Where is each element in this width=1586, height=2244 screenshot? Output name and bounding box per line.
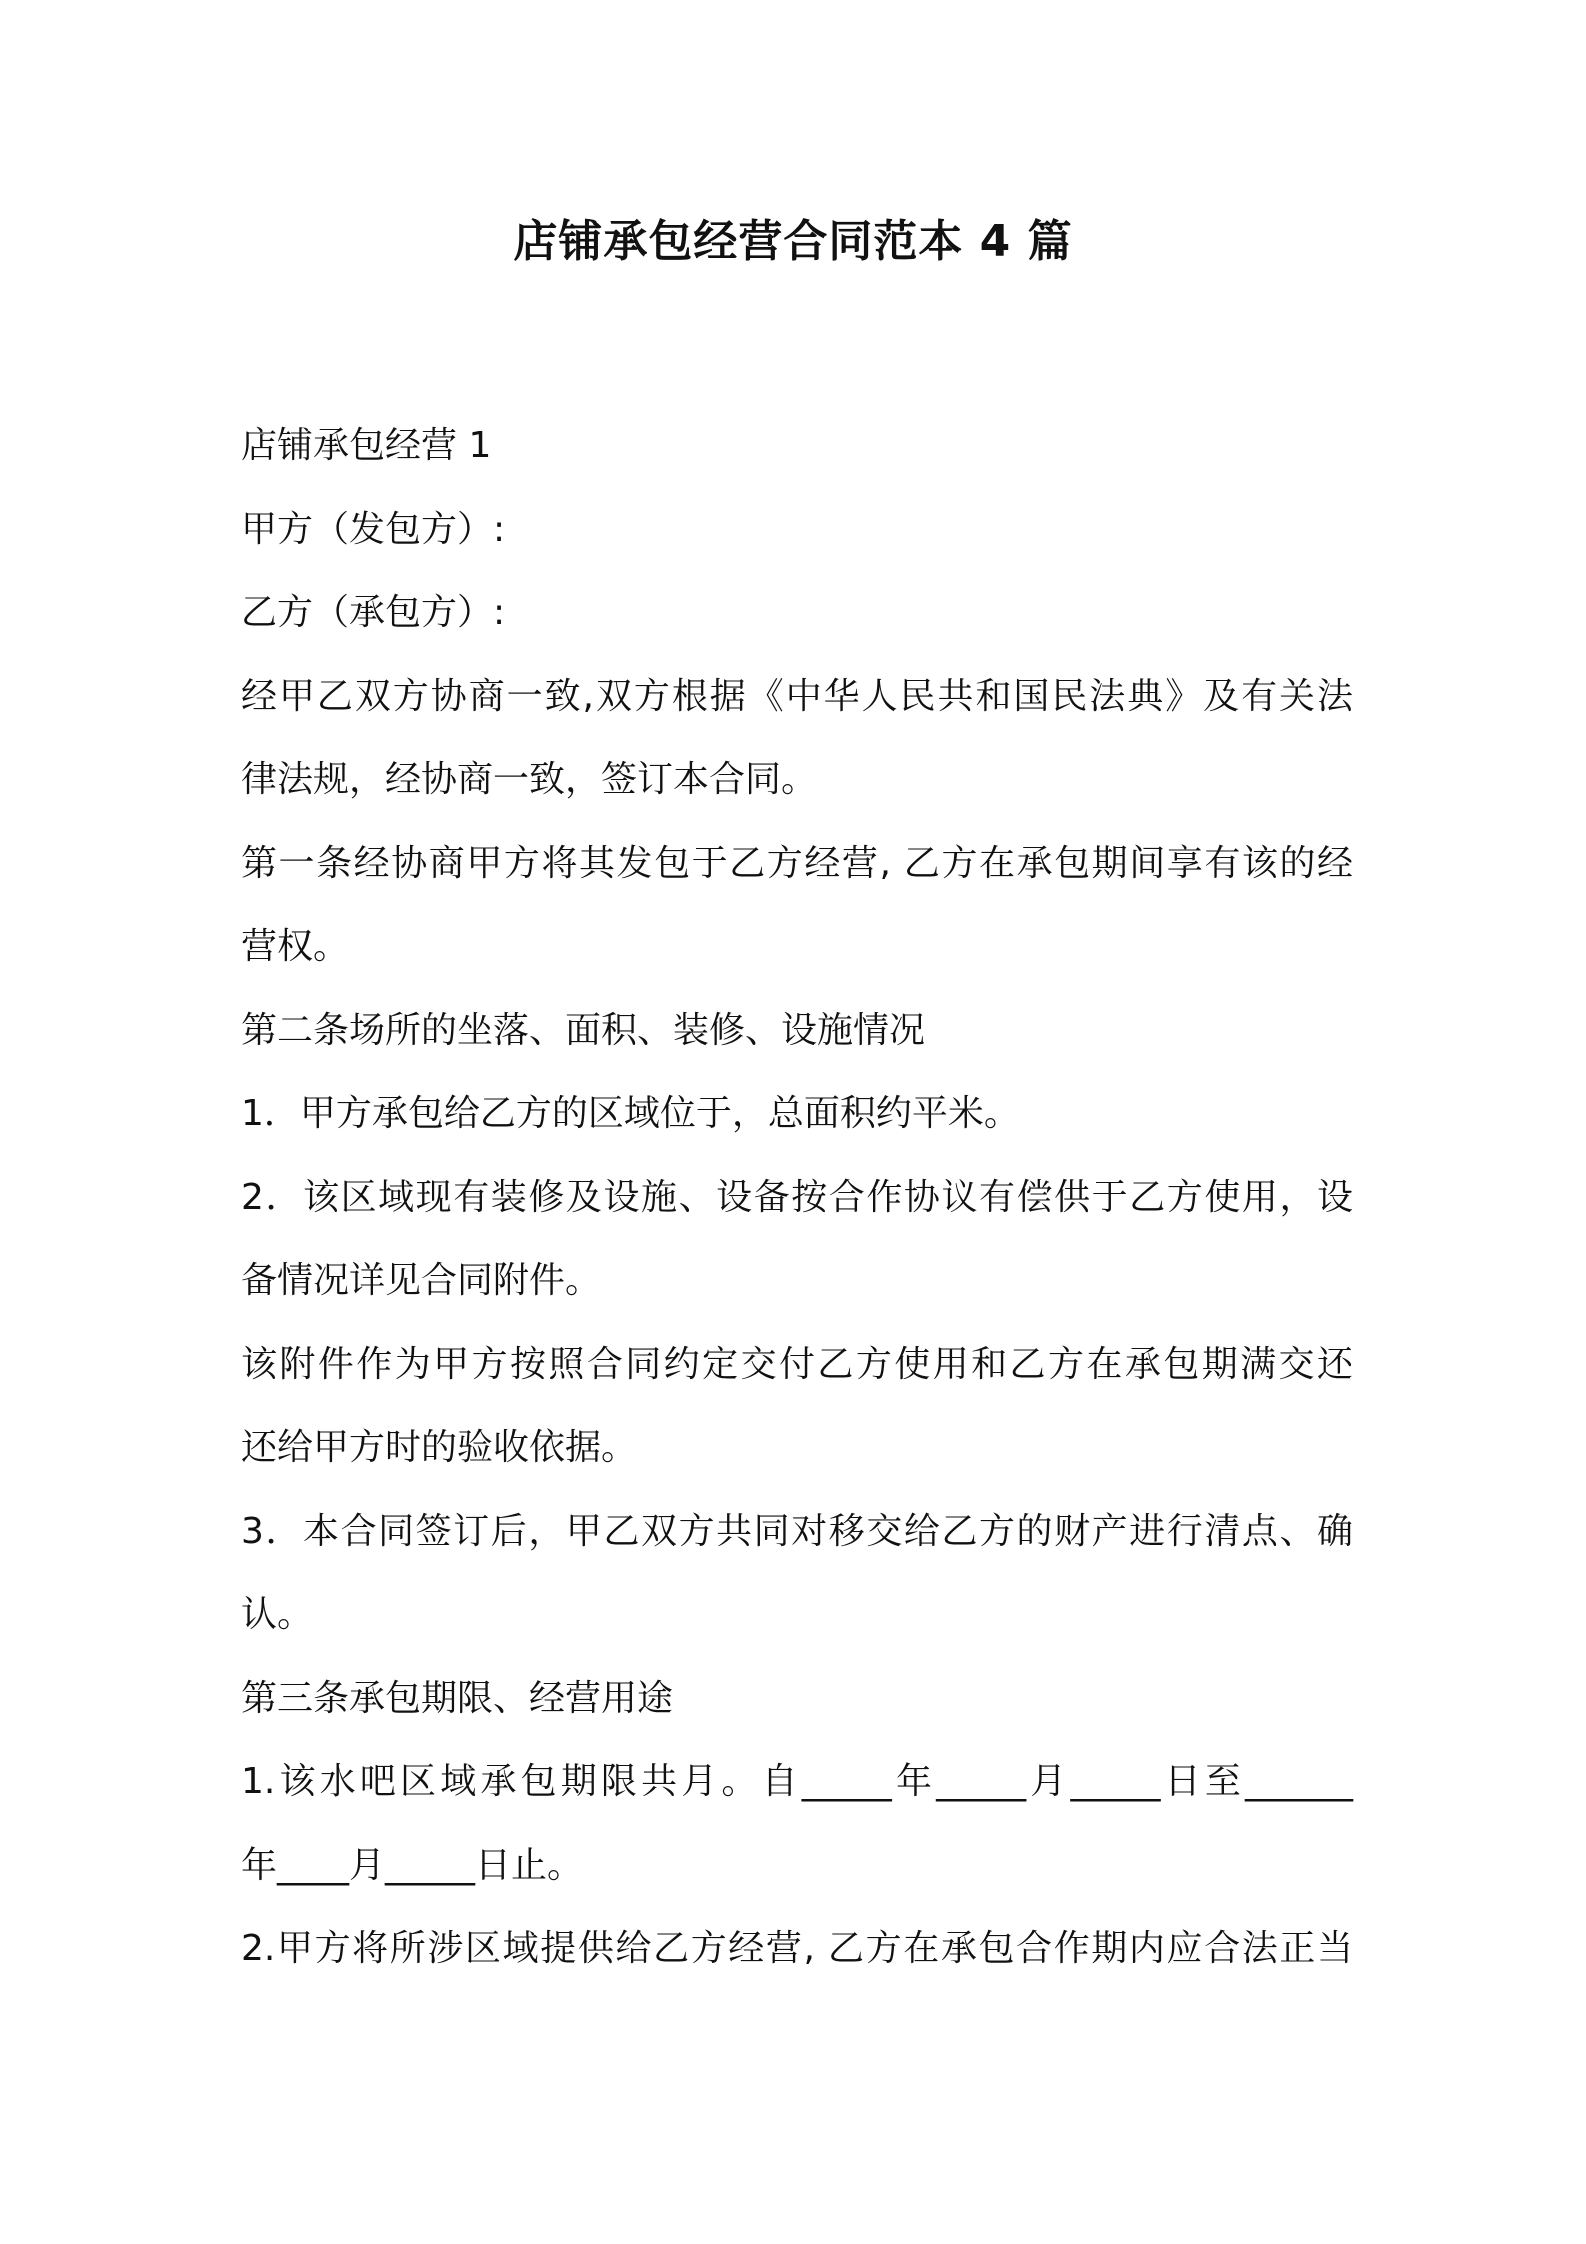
document-title: 店铺承包经营合同范本 4 篇	[513, 216, 1073, 267]
article-heading: 第三条承包期限、经营用途	[241, 1677, 674, 1719]
party-b-line: 乙方（承包方）:	[241, 592, 506, 633]
paragraph-line: 第一条经协商甲方将其发包于乙方经营, 乙方在承包期间享有该的经	[241, 842, 1353, 884]
party-a-line: 甲方（发包方）:	[241, 508, 506, 550]
paragraph-line: 1.该水吧区域承包期限共月。自_____年_____月_____日至______	[241, 1761, 1353, 1802]
paragraph-line: 2.甲方将所涉区域提供给乙方经营, 乙方在承包合作期内应合法正当	[241, 1928, 1353, 1969]
paragraph-line: 认。	[241, 1594, 314, 1635]
paragraph-line: 该附件作为甲方按照合同约定交付乙方使用和乙方在承包期满交还	[241, 1343, 1353, 1385]
article-heading: 第二条场所的坐落、面积、装修、设施情况	[241, 1009, 926, 1051]
section-heading: 店铺承包经营 1	[241, 425, 492, 466]
paragraph-line: 3．本合同签订后，甲乙双方共同对移交给乙方的财产进行清点、确	[241, 1510, 1353, 1552]
paragraph-line: 律法规，经协商一致，签订本合同。	[241, 759, 818, 800]
document-body	[241, 404, 1353, 1991]
paragraph-line: 年____月_____日止。	[241, 1844, 584, 1886]
paragraph-line: 2．该区域现有装修及设施、设备按合作协议有偿供于乙方使用，设	[241, 1176, 1353, 1218]
paragraph-line: 还给甲方时的验收依据。	[241, 1427, 638, 1468]
paragraph-line: 备情况详见合同附件。	[241, 1260, 602, 1301]
paragraph-line: 1．甲方承包给乙方的区域位于，总面积约平米。	[241, 1093, 1020, 1134]
paragraph-line: 经甲乙双方协商一致,双方根据《中华人民共和国民法典》及有关法	[241, 675, 1353, 717]
paragraph-line: 营权。	[241, 926, 350, 967]
